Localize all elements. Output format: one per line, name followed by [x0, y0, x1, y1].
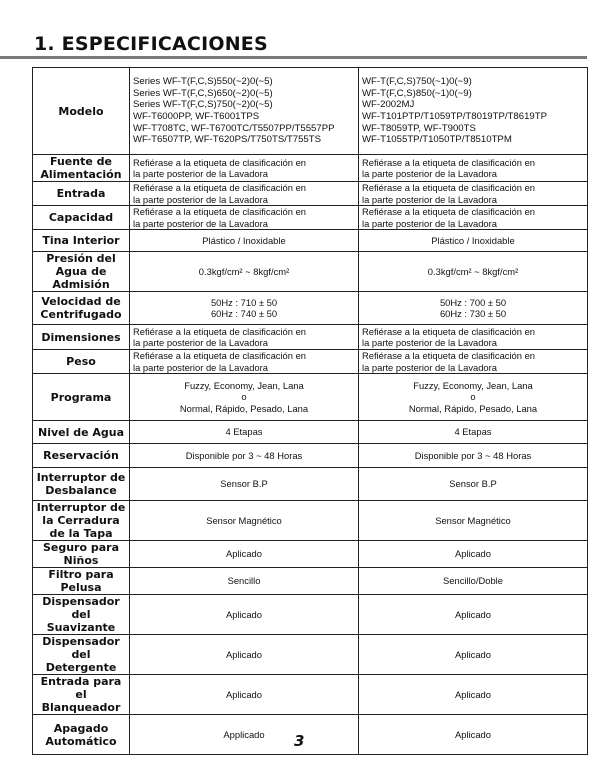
- spec-value-line: Refiérase a la etiqueta de clasificación en: [133, 182, 307, 194]
- spec-value-line: WF-T708TC, WF-T6700TC/T5507PP/T5557PP: [133, 122, 335, 134]
- spec-value-col2: [359, 715, 588, 755]
- spec-value-col2: [359, 325, 588, 350]
- spec-value-line: WF-2002MJ: [362, 99, 415, 111]
- spec-value-line: Aplicado: [226, 608, 262, 620]
- spec-value-col2: [359, 501, 588, 541]
- spec-value-col2: [359, 444, 588, 468]
- spec-row-desbalance: [33, 468, 588, 501]
- spec-value-line: la parte posterior de la Lavadora: [133, 168, 268, 179]
- spec-row-cerradura: [33, 501, 588, 541]
- spec-value-col2: [359, 252, 588, 292]
- page-number: 3: [294, 732, 305, 750]
- spec-value-line: WF-T101PTP/T1059TP/T8019TP/T8619TP: [362, 111, 548, 122]
- spec-row-presion: [33, 252, 588, 292]
- spec-value-col1: [130, 444, 359, 468]
- title-underline: [0, 56, 587, 59]
- spec-value-col1: [130, 595, 359, 635]
- spec-row-suavizante: [33, 595, 588, 635]
- spec-value-line: la parte posterior de la Lavadora: [133, 337, 268, 348]
- spec-value-line: Aplicado: [455, 648, 491, 660]
- spec-value-line: Sencillo/Doble: [443, 575, 503, 587]
- spec-value-line: Aplicado: [226, 548, 262, 560]
- spec-value-line: Aplicado: [226, 648, 262, 660]
- spec-value-col1: [130, 715, 359, 755]
- spec-value-line: Sencillo: [227, 575, 261, 587]
- spec-label: Presión del Agua de Admisión: [33, 252, 130, 292]
- spec-row-apagado: [33, 715, 588, 755]
- spec-value-line: Sensor Magnético: [435, 514, 511, 526]
- spec-value-col2: [359, 182, 588, 206]
- spec-label: Fuente de Alimentación: [33, 155, 130, 182]
- spec-value-col1: [130, 675, 359, 715]
- spec-label: Programa: [33, 374, 130, 421]
- spec-value-col2: [359, 206, 588, 230]
- spec-label: Peso: [33, 350, 130, 374]
- spec-value-line: Sensor B.P: [220, 478, 268, 490]
- spec-value-line: WF-T(F,C,S)750(~1)0(~9): [362, 76, 472, 88]
- spec-value-line: Refiérase a la etiqueta de clasificación en: [362, 182, 536, 194]
- spec-row-detergente: [33, 635, 588, 675]
- spec-value-line: 50Hz : 710 ± 50: [210, 296, 278, 308]
- spec-value-line: la parte posterior de la Lavadora: [362, 361, 497, 373]
- spec-value-line: la parte posterior de la Lavadora: [362, 337, 497, 348]
- spec-value-line: Aplicado: [455, 688, 491, 700]
- spec-value-line: la parte posterior de la Lavadora: [133, 361, 268, 373]
- page-title: 1. ESPECIFICACIONES: [34, 33, 268, 55]
- spec-row-nivel-agua: [33, 421, 588, 444]
- spec-value-col1: [130, 468, 359, 501]
- spec-value-col2: [359, 350, 588, 374]
- spec-value-line: Refiérase a la etiqueta de clasificación en: [133, 156, 307, 168]
- spec-value-line: Refiérase a la etiqueta de clasificación en: [133, 350, 307, 362]
- spec-value-line: Aplicado: [455, 608, 491, 620]
- spec-value-line: Normal, Rápido, Pesado, Lana: [408, 402, 538, 414]
- spec-value-line: 60Hz : 740 ± 50: [210, 308, 278, 319]
- spec-value-col1: [130, 292, 359, 325]
- spec-value-col1: [130, 568, 359, 595]
- spec-value-col1: [130, 350, 359, 374]
- spec-label: Filtro para Pelusa: [33, 568, 130, 595]
- spec-value-col1: [130, 252, 359, 292]
- spec-value-col1: [130, 541, 359, 568]
- spec-value-line: Refiérase a la etiqueta de clasificación en: [133, 325, 307, 337]
- spec-value-col1: [130, 421, 359, 444]
- spec-value-line: 0.3kgf/cm² ~ 8kgf/cm²: [427, 265, 519, 277]
- spec-label: Entrada: [33, 182, 130, 206]
- spec-row-blanqueador: [33, 675, 588, 715]
- spec-value-col1: [130, 374, 359, 421]
- spec-label: Dimensiones: [33, 325, 130, 350]
- spec-value-line: 60Hz : 730 ± 50: [439, 308, 507, 319]
- spec-value-line: la parte posterior de la Lavadora: [362, 168, 497, 179]
- spec-row-reservacion: [33, 444, 588, 468]
- spec-label: Entrada para el Blanqueador: [33, 675, 130, 715]
- spec-value-line: la parte posterior de la Lavadora: [362, 193, 497, 205]
- spec-label: Dispensador del Detergente: [33, 635, 130, 675]
- spec-value-line: Refiérase a la etiqueta de clasificación en: [362, 156, 536, 168]
- spec-value-line: Series WF-T(F,C,S)750(~2)0(~5): [133, 99, 273, 111]
- spec-value-line: 4 Etapas: [454, 426, 492, 438]
- spec-label: Velocidad de Centrifugado: [33, 292, 130, 325]
- spec-value-col2: [359, 541, 588, 568]
- spec-value-line: Fuzzy, Economy, Jean, Lana: [184, 380, 304, 392]
- spec-value-line: Normal, Rápido, Pesado, Lana: [179, 402, 309, 414]
- spec-value-line: la parte posterior de la Lavadora: [133, 217, 268, 229]
- spec-row-entrada: [33, 182, 588, 206]
- spec-value-line: Refiérase a la etiqueta de clasificación en: [362, 350, 536, 362]
- spec-value-line: Refiérase a la etiqueta de clasificación en: [362, 325, 536, 337]
- spec-row-capacidad: [33, 206, 588, 230]
- spec-value-line: WF-T1055TP/T1050TP/T8510TPM: [362, 134, 512, 146]
- spec-label: Modelo: [33, 68, 130, 155]
- spec-value-col2: [359, 595, 588, 635]
- spec-value-line: Plástico / Inoxidable: [431, 234, 515, 246]
- spec-row-modelo: [33, 68, 588, 155]
- spec-value-line: WF-T(F,C,S)850(~1)0(~9): [362, 87, 472, 99]
- spec-value-line: Aplicado: [455, 548, 491, 560]
- spec-row-dimensiones: [33, 325, 588, 350]
- spec-label: Dispensador del Suavizante: [33, 595, 130, 635]
- spec-value-line: 4 Etapas: [225, 426, 263, 438]
- spec-value-line: o: [470, 391, 476, 403]
- spec-value-line: WF-T6000PP, WF-T6001TPS: [133, 111, 260, 122]
- specifications-table: [32, 67, 588, 755]
- spec-value-col2: [359, 374, 588, 421]
- spec-value-col1: [130, 182, 359, 206]
- spec-value-col2: [359, 635, 588, 675]
- spec-value-line: Refiérase a la etiqueta de clasificación en: [362, 206, 536, 218]
- spec-value-col2: [359, 68, 588, 155]
- spec-value-col2: [359, 292, 588, 325]
- spec-value-col2: [359, 155, 588, 182]
- spec-row-filtro: [33, 568, 588, 595]
- spec-label: Interruptor de la Cerradura de la Tapa: [33, 501, 130, 541]
- spec-value-line: Disponible por 3 ~ 48 Horas: [185, 449, 303, 461]
- spec-value-col2: [359, 230, 588, 252]
- spec-value-line: Sensor Magnético: [206, 514, 282, 526]
- spec-value-line: 50Hz : 700 ± 50: [439, 296, 507, 308]
- spec-value-line: Plástico / Inoxidable: [202, 234, 286, 246]
- spec-label: Apagado Automático: [33, 715, 130, 755]
- spec-label: Interruptor de Desbalance: [33, 468, 130, 501]
- spec-label: Capacidad: [33, 206, 130, 230]
- spec-value-line: Fuzzy, Economy, Jean, Lana: [413, 380, 533, 392]
- spec-row-peso: [33, 350, 588, 374]
- spec-value-col1: [130, 230, 359, 252]
- spec-value-line: o: [241, 391, 247, 403]
- spec-row-fuente: [33, 155, 588, 182]
- spec-value-line: Applicado: [223, 728, 265, 740]
- spec-row-velocidad: [33, 292, 588, 325]
- spec-value-col1: [130, 635, 359, 675]
- spec-label: Nivel de Agua: [33, 421, 130, 444]
- spec-value-line: Aplicado: [455, 728, 491, 740]
- spec-value-line: Sensor B.P: [449, 478, 497, 490]
- spec-value-line: WF-T6507TP, WF-T620PS/T750TS/T755TS: [133, 134, 322, 146]
- spec-value-line: la parte posterior de la Lavadora: [133, 193, 268, 205]
- spec-row-tina: [33, 230, 588, 252]
- spec-value-col2: [359, 675, 588, 715]
- spec-value-col1: [130, 68, 359, 155]
- spec-value-col1: [130, 501, 359, 541]
- spec-value-col1: [130, 325, 359, 350]
- spec-label: Seguro para Niños: [33, 541, 130, 568]
- spec-row-seguro: [33, 541, 588, 568]
- spec-value-col1: [130, 155, 359, 182]
- spec-value-line: Disponible por 3 ~ 48 Horas: [414, 449, 532, 461]
- spec-value-line: Series WF-T(F,C,S)550(~2)0(~5): [133, 76, 273, 88]
- spec-value-line: Refiérase a la etiqueta de clasificación en: [133, 206, 307, 218]
- spec-value-line: Series WF-T(F,C,S)650(~2)0(~5): [133, 87, 273, 99]
- spec-label: Tina Interior: [33, 230, 130, 252]
- spec-value-line: la parte posterior de la Lavadora: [362, 217, 497, 229]
- spec-label: Reservación: [33, 444, 130, 468]
- spec-value-line: Aplicado: [226, 688, 262, 700]
- spec-value-col1: [130, 206, 359, 230]
- spec-value-line: 0.3kgf/cm² ~ 8kgf/cm²: [198, 265, 290, 277]
- spec-value-col2: [359, 468, 588, 501]
- spec-value-col2: [359, 421, 588, 444]
- spec-row-programa: [33, 374, 588, 421]
- spec-value-col2: [359, 568, 588, 595]
- spec-value-line: WF-T8059TP, WF-T900TS: [362, 122, 476, 134]
